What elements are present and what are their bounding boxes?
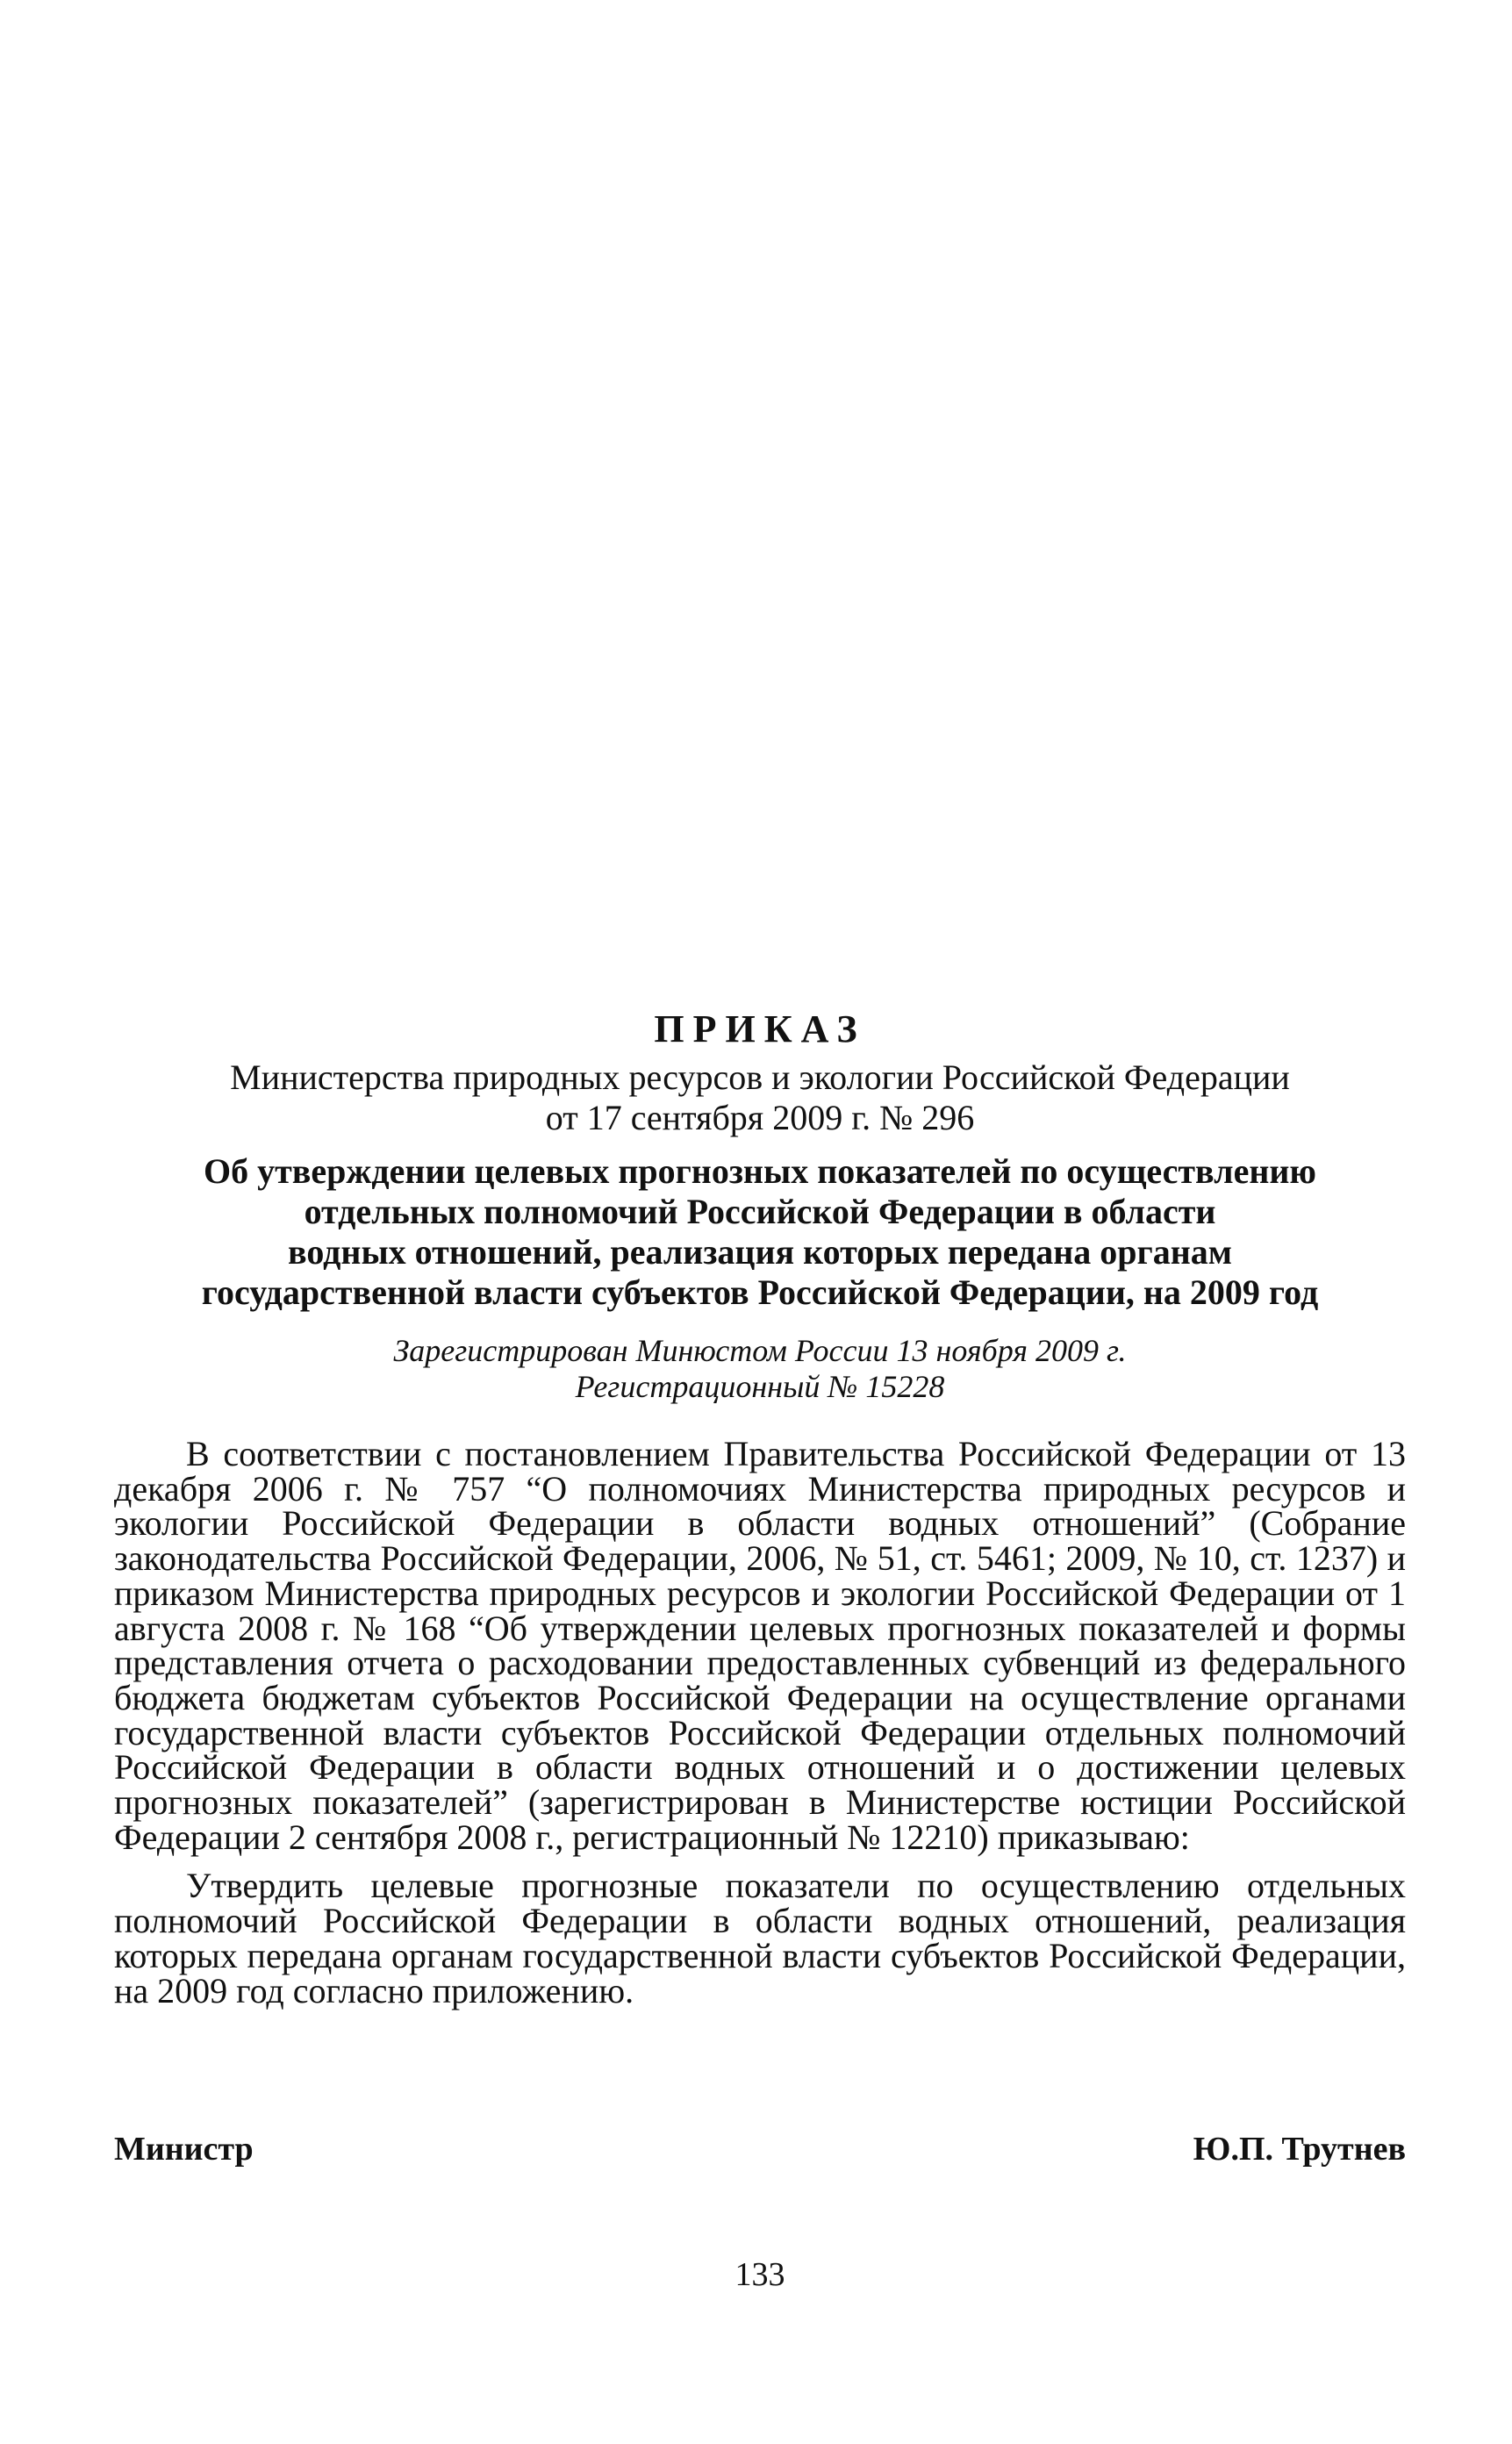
signatory-position: Министр xyxy=(114,2131,254,2168)
issuer-name: Министерства природных ресурсов и экологии Российской Федерации xyxy=(230,1057,1290,1097)
document-body xyxy=(114,1434,1406,2022)
document-type-heading: ПРИКАЗ xyxy=(654,1007,866,1050)
title-line: отдельных полномочий Российской Федерации в области xyxy=(304,1192,1216,1231)
signatory-name: Ю.П. Трутнев xyxy=(1193,2131,1406,2168)
document-title xyxy=(114,1151,1406,1313)
date-number: от 17 сентября 2009 г. № 296 xyxy=(545,1098,975,1137)
registration-line: Зарегистрирован Минюстом России 13 ноября 2009 г. xyxy=(393,1333,1127,1368)
title-line: Об утверждении целевых прогнозных показателей по осуществлению xyxy=(204,1151,1316,1191)
registration-note xyxy=(114,1333,1406,1405)
issuer-block xyxy=(114,1057,1406,1138)
body-paragraph: В соответствии с постановлением Правительства Российской Федерации от 13 декабря 2006 г. № 757 “О полномочиях Министерства природных ресурсов и экологии Российской Федерации в области водных отношений” (Собрание законодательства Российской Федерации, 2006, № 51, ст. 5461; 2009, № 10, ст. 1237) и приказом Министерства природных ресурсов и экологии Российской Федерации от 1 августа 2008 г. № 168 “Об утверждении целевых прогнозных показателей и формы представления отчета о расходовании предоставленных субвенций из федерального бюджета бюджетам субъектов Российской Федерации на осуществление органами государственной власти субъектов Российской Федерации отдельных полномочий Российской Федерации в области водных отношений и о достижении целевых прогнозных показателей” (зарегистрирован в Министерстве юстиции Российской Федерации 2 сентября 2008 г., регистрационный № 12210) приказываю: xyxy=(114,1434,1406,1857)
signature-block xyxy=(114,2130,1406,2168)
registration-line: Регистрационный № 15228 xyxy=(575,1369,945,1404)
page-number: 133 xyxy=(735,2256,785,2293)
title-line: государственной власти субъектов Российской Федерации, на 2009 год xyxy=(201,1272,1319,1312)
title-line: водных отношений, реализация которых передана органам xyxy=(287,1232,1232,1272)
document-page xyxy=(114,0,1406,2444)
body-paragraph: Утвердить целевые прогнозные показатели по осуществлению отдельных полномочий Российской Федерации в области водных отношений, реализация которых передана органам государственной власти субъектов Российской Федерации, на 2009 год согласно приложению. xyxy=(114,1866,1406,2010)
